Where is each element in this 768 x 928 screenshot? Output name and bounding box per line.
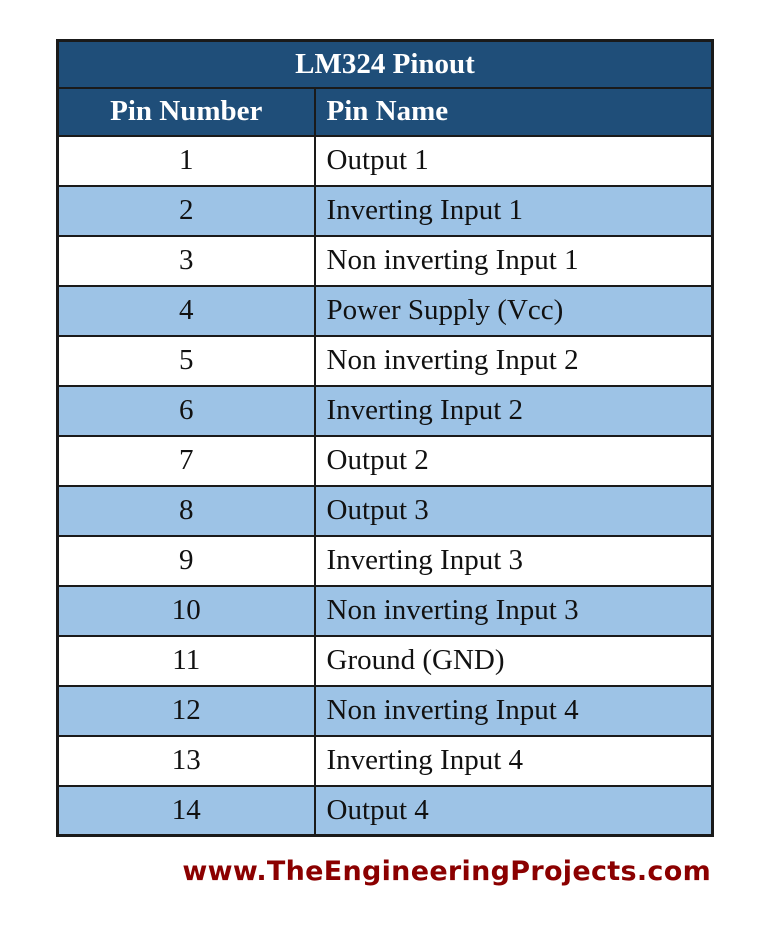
branding-url-text: www.TheEngineeringProjects.com [182,856,711,887]
pin-number-cell: 7 [58,436,315,486]
pin-number-cell: 1 [58,136,315,186]
pin-number-cell: 10 [58,586,315,636]
table-row [58,186,713,236]
pin-name-cell: Ground (GND) [315,636,713,686]
pin-name-cell: Output 3 [315,486,713,536]
table-title-row [58,41,713,88]
table-row [58,586,713,636]
table-header-row [58,88,713,136]
column-header-pin-name: Pin Name [315,88,713,136]
lm324-pinout-table [56,39,714,837]
table-row [58,486,713,536]
pin-name-cell: Output 1 [315,136,713,186]
pin-number-cell: 8 [58,486,315,536]
pin-name-cell: Power Supply (Vcc) [315,286,713,336]
pin-name-cell: Output 4 [315,786,713,836]
table-row [58,686,713,736]
table-row [58,786,713,836]
column-header-pin-number: Pin Number [58,88,315,136]
pin-name-cell: Inverting Input 4 [315,736,713,786]
pin-number-cell: 3 [58,236,315,286]
pin-name-cell: Non inverting Input 3 [315,586,713,636]
pin-number-cell: 11 [58,636,315,686]
table-row [58,236,713,286]
pin-name-cell: Inverting Input 1 [315,186,713,236]
pin-name-cell: Non inverting Input 1 [315,236,713,286]
pin-name-cell: Inverting Input 3 [315,536,713,586]
table-row [58,736,713,786]
pin-number-cell: 6 [58,386,315,436]
pin-number-cell: 12 [58,686,315,736]
table-row [58,336,713,386]
table-row [58,286,713,336]
pin-name-cell: Non inverting Input 2 [315,336,713,386]
pin-number-cell: 9 [58,536,315,586]
pin-name-cell: Non inverting Input 4 [315,686,713,736]
pin-number-cell: 13 [58,736,315,786]
table-row [58,636,713,686]
table-row [58,436,713,486]
table-row [58,536,713,586]
pin-number-cell: 14 [58,786,315,836]
pin-name-cell: Output 2 [315,436,713,486]
table-title: LM324 Pinout [58,41,713,88]
pin-number-cell: 4 [58,286,315,336]
pin-number-cell: 5 [58,336,315,386]
pin-name-cell: Inverting Input 2 [315,386,713,436]
table-row [58,136,713,186]
pin-number-cell: 2 [58,186,315,236]
table-row [58,386,713,436]
